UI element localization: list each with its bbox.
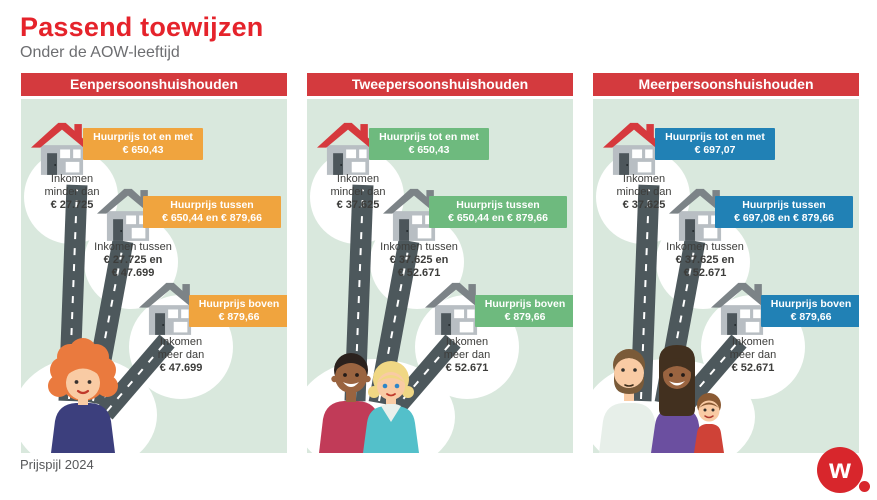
- income-label-3: [417, 336, 517, 375]
- rent-text: Huurprijs boven: [198, 298, 280, 310]
- income-amount: € 52.671: [445, 362, 489, 374]
- rent-amount: € 697,07: [694, 144, 736, 156]
- income-amount: € 37.625 en: [675, 254, 735, 266]
- panel-eenpersoonshuishouden: [21, 73, 287, 453]
- rent-text: Huurprijs boven: [770, 298, 852, 310]
- income-label-1: [26, 173, 118, 212]
- rent-amount: € 650,44 en € 879,66: [448, 212, 548, 224]
- rent-text: Huurprijs tussen: [742, 199, 826, 211]
- income-text: Inkomen: [445, 336, 489, 348]
- rent-text: Huurprijs tussen: [456, 199, 540, 211]
- income-text: meer dan: [157, 349, 205, 361]
- rent-text: Huurprijs boven: [484, 298, 566, 310]
- person-single-woman: [48, 338, 118, 453]
- income-amount: € 47.699: [111, 267, 155, 279]
- income-text: Inkomen: [50, 173, 94, 185]
- income-amount: € 37.625 en: [389, 254, 449, 266]
- rent-amount: € 879,66: [504, 311, 546, 323]
- rent-label-3: [189, 295, 287, 327]
- panel-body: [593, 99, 859, 453]
- rent-amount: € 650,43: [122, 144, 164, 156]
- page-title: Passend toewijzen: [20, 12, 264, 42]
- brand-logo-dot: [859, 481, 870, 492]
- rent-text: Huurprijs tot en met: [379, 131, 479, 143]
- panel-meerpersoonshuishouden: [593, 73, 859, 453]
- rent-label-1: [83, 128, 203, 160]
- rent-label-2: [715, 196, 853, 228]
- rent-text: Huurprijs tot en met: [93, 131, 193, 143]
- brand-logo: [817, 447, 863, 493]
- income-label-2: [651, 241, 759, 280]
- income-label-1: [598, 173, 690, 212]
- panel-tweepersoonshuishouden: [307, 73, 573, 453]
- panel-body: [307, 99, 573, 453]
- rent-label-3: [475, 295, 573, 327]
- income-text: Inkomen: [159, 336, 203, 348]
- rent-label-1: [369, 128, 489, 160]
- income-text: meer dan: [443, 349, 491, 361]
- panel-header: Tweepersoonshuishouden: [307, 73, 573, 96]
- income-text: minder dan: [44, 186, 100, 198]
- panel-header: Eenpersoonshuishouden: [21, 73, 287, 96]
- panel-header: Meerpersoonshuishouden: [593, 73, 859, 96]
- income-amount: € 52.671: [397, 267, 441, 279]
- brand-logo-letter: w: [829, 453, 851, 484]
- footer-note: Prijspijl 2024: [20, 457, 94, 472]
- rent-text: Huurprijs tot en met: [665, 131, 765, 143]
- income-amount: € 52.671: [731, 362, 775, 374]
- income-text: Inkomen: [622, 173, 666, 185]
- income-label-1: [312, 173, 404, 212]
- rent-label-2: [143, 196, 281, 228]
- income-amount: € 27.725 en: [103, 254, 163, 266]
- rent-amount: € 650,43: [408, 144, 450, 156]
- rent-label-3: [761, 295, 859, 327]
- income-amount: € 27.725: [50, 199, 94, 211]
- income-text: Inkomen: [336, 173, 380, 185]
- rent-amount: € 697,08 en € 879,66: [734, 212, 834, 224]
- income-text: Inkomen tussen: [94, 241, 172, 253]
- panel-body: [21, 99, 287, 453]
- income-amount: € 37.625: [622, 199, 666, 211]
- income-amount: € 52.671: [683, 267, 727, 279]
- income-text: minder dan: [330, 186, 386, 198]
- income-text: Inkomen tussen: [380, 241, 458, 253]
- rent-amount: € 650,44 en € 879,66: [162, 212, 262, 224]
- income-label-2: [365, 241, 473, 280]
- income-label-3: [131, 336, 231, 375]
- income-amount: € 47.699: [159, 362, 203, 374]
- rent-amount: € 879,66: [218, 311, 260, 323]
- income-text: Inkomen tussen: [666, 241, 744, 253]
- rent-label-2: [429, 196, 567, 228]
- income-label-3: [703, 336, 803, 375]
- income-text: Inkomen: [731, 336, 775, 348]
- income-text: meer dan: [729, 349, 777, 361]
- rent-label-1: [655, 128, 775, 160]
- rent-text: Huurprijs tussen: [170, 199, 254, 211]
- rent-amount: € 879,66: [790, 311, 832, 323]
- income-label-2: [79, 241, 187, 280]
- page-subtitle: Onder de AOW-leeftijd: [20, 44, 180, 61]
- income-text: minder dan: [616, 186, 672, 198]
- income-amount: € 37.625: [336, 199, 380, 211]
